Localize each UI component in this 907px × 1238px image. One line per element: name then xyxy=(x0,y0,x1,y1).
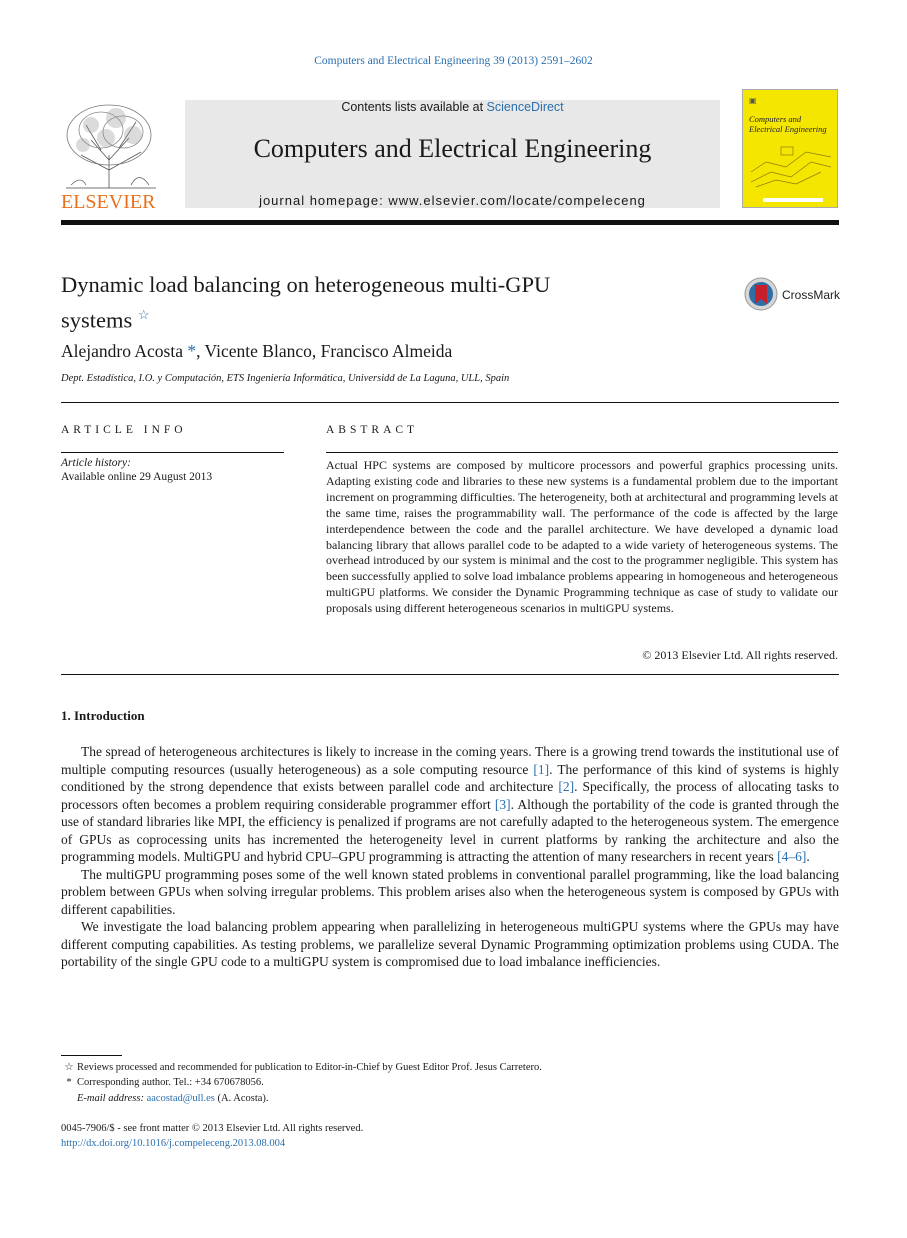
journal-homepage[interactable]: journal homepage: www.elsevier.com/locate/compeleceng xyxy=(259,193,646,208)
contents-prefix: Contents lists available at xyxy=(341,100,487,114)
cover-title-line1: Computers and xyxy=(749,114,802,124)
intro-p1-text-e: . xyxy=(806,849,810,864)
footnote-1-text: Reviews processed and recommended for publication to Editor-in-Chief by Guest Editor Prof. Jesus Carretero. xyxy=(77,1062,542,1073)
intro-paragraph-1 xyxy=(61,743,839,866)
footnote-email xyxy=(77,1091,269,1106)
other-authors: , Vicente Blanco, Francisco Almeida xyxy=(196,341,453,361)
email-suffix: (A. Acosta). xyxy=(214,1093,269,1104)
elsevier-logo xyxy=(61,100,161,210)
contents-line xyxy=(185,100,720,114)
intro-p1-text-a: The spread of heterogeneous architectures is likely to increase in the coming years. There is a growing trend towards the institutional use of multiple computing resources (usually heterogeneous) as a sole computing resource xyxy=(61,744,839,777)
abstract-copyright: © 2013 Elsevier Ltd. All rights reserved. xyxy=(642,648,838,662)
email-link[interactable]: aacostad@ull.es xyxy=(146,1093,215,1104)
journal-reference[interactable]: Computers and Electrical Engineering 39 (2013) 2591–2602 xyxy=(314,55,593,67)
footnote-2-text: Corresponding author. Tel.: +34 670678056. xyxy=(77,1077,264,1088)
cover-logo-icon: ▣ xyxy=(749,96,757,105)
abstract-text: Actual HPC systems are composed by multicore processors and powerful graphics processing units. Adapting existing code and libraries to these new systems is a fundamental problem due to the important increment on programming difficulties. The heterogeneity, both at architectural and programming levels at the same time, raises the programmability wall. The performance of the code is affected by the large interdependence between the code and the parallel architecture. We have developed a dynamic load balancing library that allows parallel code to be adapted to a wide variety of heterogeneous systems. The overhead introduced by our system is minimal and the cost to the programmer negligible. This system has been successfully applied to solve load imbalance problems appearing in homogeneous and heterogeneous multiGPU platforms. We consider the Dynamic Programming technique as case of study to validate our proposals using different heterogeneous scenarios in multiGPU systems. xyxy=(326,458,838,616)
abstract-bottom-divider xyxy=(61,674,839,675)
affiliation-divider xyxy=(61,402,839,403)
abstract-heading: ABSTRACT xyxy=(326,424,419,436)
footnote-1 xyxy=(61,1060,542,1075)
email-label: E-mail address: xyxy=(77,1093,144,1104)
citation-3[interactable]: [3] xyxy=(494,796,511,812)
footnote-1-mark: ☆ xyxy=(64,1062,74,1073)
article-history-label: Article history: xyxy=(61,457,131,469)
paper-title xyxy=(61,270,681,336)
citation-1[interactable]: [1] xyxy=(533,761,550,777)
elsevier-tree-icon xyxy=(61,100,161,210)
paper-title-line2: systems xyxy=(61,307,133,333)
introduction-body xyxy=(61,743,839,971)
footnote-divider xyxy=(61,1055,122,1056)
affiliation: Dept. Estadística, I.O. y Computación, ETS Ingeniería Informática, Universidd de La Laguna, ULL, Spain xyxy=(61,373,510,384)
doi-link[interactable]: http://dx.doi.org/10.1016/j.compeleceng.2013.08.004 xyxy=(61,1138,286,1149)
introduction-heading: 1. Introduction xyxy=(61,708,145,723)
author-acosta: Alejandro Acosta xyxy=(61,341,183,361)
abstract-divider xyxy=(326,452,838,453)
journal-title: Computers and Electrical Engineering xyxy=(253,134,652,163)
issn-line: 0045-7906/$ - see front matter © 2013 Elsevier Ltd. All rights reserved. xyxy=(61,1123,364,1134)
citation-4-6[interactable]: [4–6] xyxy=(777,849,807,864)
intro-p1-text-d: . Although the portability of the code is granted through the use of standard libraries like MPI, the efficiency is penalized if programs are not carefully adapted to the heterogeneous system. The emergence of GPUs as coprocessing units has incremented the heterogeneity level in current platforms by ranking the architecture and also the programming models. MultiGPU and hybrid CPU–GPU programming is attracting the attention of many researchers in recent years xyxy=(61,796,840,864)
corresponding-author-mark[interactable]: * xyxy=(187,341,197,361)
footnote-2-mark: * xyxy=(66,1077,72,1088)
author-list xyxy=(61,341,452,362)
article-info-heading: ARTICLE INFO xyxy=(61,424,187,436)
title-footnote-mark[interactable]: ☆ xyxy=(137,307,150,322)
crossmark-label: CrossMark xyxy=(782,288,841,302)
elsevier-wordmark: ELSEVIER xyxy=(61,191,156,210)
footnote-2 xyxy=(61,1075,264,1090)
article-history-value: Available online 29 August 2013 xyxy=(61,471,213,483)
intro-paragraph-2: The multiGPU programming poses some of the well known stated problems in conventional parallel programming, like the load balancing problem between GPUs when solving irregular problems. This problem arises also when the heterogeneous system is composed by GPUs with different capabilities. xyxy=(61,866,839,917)
intro-paragraph-3: We investigate the load balancing problem appearing when parallelizing in heterogeneous multiGPU systems where the GPUs may have different computing capabilities. As testing problems, we parallelize several Dynamic Programming optimization problems using CUDA. The portability of the single GPU code to a multiGPU system is compromised due to load imbalance inefficiencies. xyxy=(61,919,839,969)
sciencedirect-link[interactable]: ScienceDirect xyxy=(486,100,564,114)
citation-2[interactable]: [2] xyxy=(558,779,575,794)
crossmark-badge[interactable] xyxy=(744,276,844,317)
intro-p1-text-b: . The performance of this kind of systems is highly conditioned by the strong dependence that exists between parallel code and architecture xyxy=(61,761,839,794)
cover-title-line2: Electrical Engineering xyxy=(749,124,827,134)
cover-publisher-strip xyxy=(763,198,823,202)
cover-circuit-graphic xyxy=(751,142,831,192)
crossmark-icon xyxy=(744,276,844,312)
article-info-divider xyxy=(61,452,284,453)
intro-p1-text-c: . Specifically, the process of allocating tasks to processors often becomes a problem requiring considerable programmer effort xyxy=(61,779,839,812)
journal-cover-thumbnail[interactable] xyxy=(742,89,838,208)
paper-title-line1: Dynamic load balancing on heterogeneous multi-GPU xyxy=(61,272,551,297)
header-divider xyxy=(61,220,839,225)
